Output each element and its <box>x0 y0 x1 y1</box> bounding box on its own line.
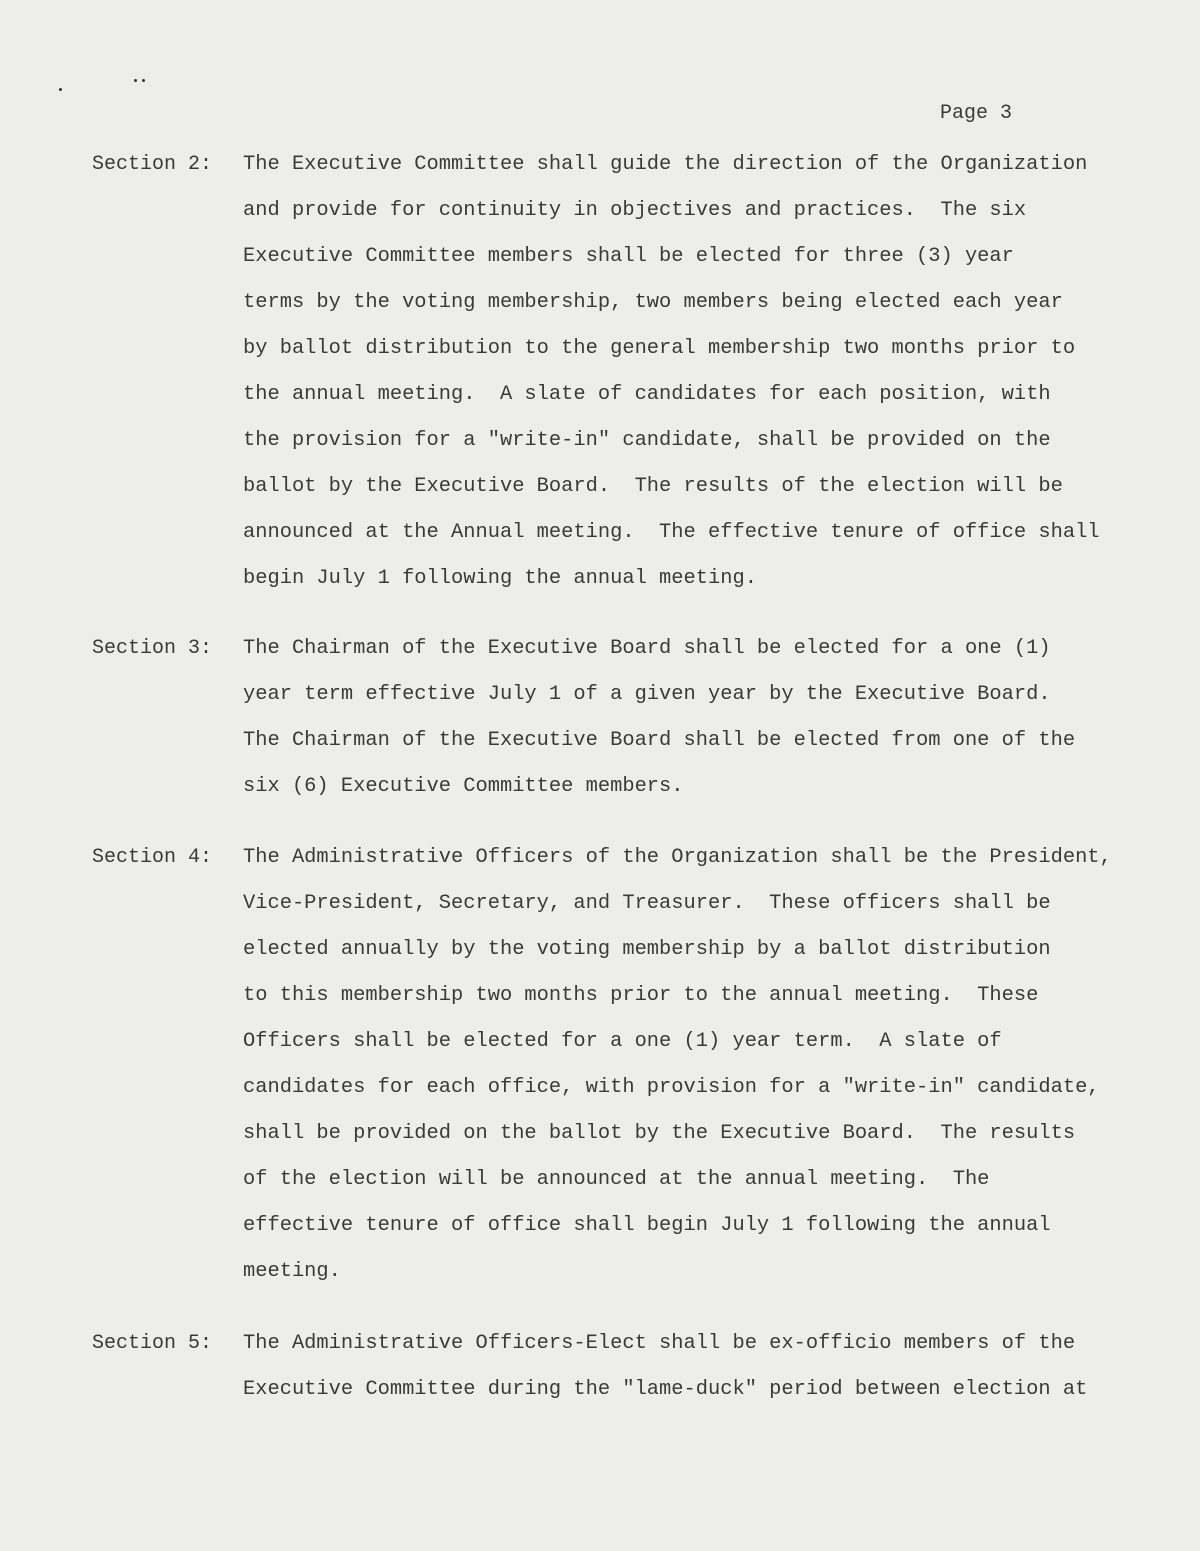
section-body <box>243 142 1100 602</box>
text-line: ballot by the Executive Board. The results of the election will be <box>243 475 1063 498</box>
section-body <box>243 835 1112 1295</box>
text-line: The Chairman of the Executive Board shall be elected from one of the <box>243 729 1076 752</box>
text-line: of the election will be announced at the annual meeting. The <box>243 1168 990 1191</box>
stray-mark <box>59 88 62 91</box>
stray-mark <box>142 79 145 82</box>
text-line: six (6) Executive Committee members. <box>243 775 684 798</box>
section-label: Section 4: <box>92 846 213 869</box>
text-line: shall be provided on the ballot by the Executive Board. The results <box>243 1122 1076 1145</box>
stray-mark <box>134 79 137 82</box>
text-line: The Chairman of the Executive Board shall be elected for a one (1) <box>243 637 1051 660</box>
section-label: Section 2: <box>92 153 213 176</box>
text-line: meeting. <box>243 1260 341 1283</box>
text-line: terms by the voting membership, two members being elected each year <box>243 291 1063 314</box>
text-line: by ballot distribution to the general membership two months prior to <box>243 337 1076 360</box>
text-line: the annual meeting. A slate of candidates for each position, with <box>243 383 1051 406</box>
text-line: to this membership two months prior to the annual meeting. These <box>243 984 1039 1007</box>
text-line: year term effective July 1 of a given year by the Executive Board. <box>243 683 1051 706</box>
section-body <box>243 1321 1087 1413</box>
text-line: begin July 1 following the annual meeting. <box>243 567 757 590</box>
section-label: Section 5: <box>92 1332 213 1355</box>
text-line: the provision for a "write-in" candidate, shall be provided on the <box>243 429 1051 452</box>
text-line: candidates for each office, with provision for a "write-in" candidate, <box>243 1076 1100 1099</box>
text-line: The Executive Committee shall guide the direction of the Organization <box>243 153 1088 176</box>
text-line: The Administrative Officers of the Organization shall be the President, <box>243 846 1112 869</box>
page-number: Page 3 <box>940 102 1013 125</box>
text-line: The Administrative Officers-Elect shall be ex-officio members of the <box>243 1332 1076 1355</box>
text-line: Officers shall be elected for a one (1) year term. A slate of <box>243 1030 1002 1053</box>
section-label: Section 3: <box>92 637 213 660</box>
section-body <box>243 626 1075 810</box>
text-line: effective tenure of office shall begin July 1 following the annual <box>243 1214 1051 1237</box>
text-line: Executive Committee members shall be elected for three (3) year <box>243 245 1014 268</box>
text-line: Executive Committee during the "lame-duck" period between election at <box>243 1378 1088 1401</box>
text-line: elected annually by the voting membership by a ballot distribution <box>243 938 1051 961</box>
text-line: Vice-President, Secretary, and Treasurer. These officers shall be <box>243 892 1051 915</box>
text-line: announced at the Annual meeting. The effective tenure of office shall <box>243 521 1100 544</box>
text-line: and provide for continuity in objectives and practices. The six <box>243 199 1027 222</box>
